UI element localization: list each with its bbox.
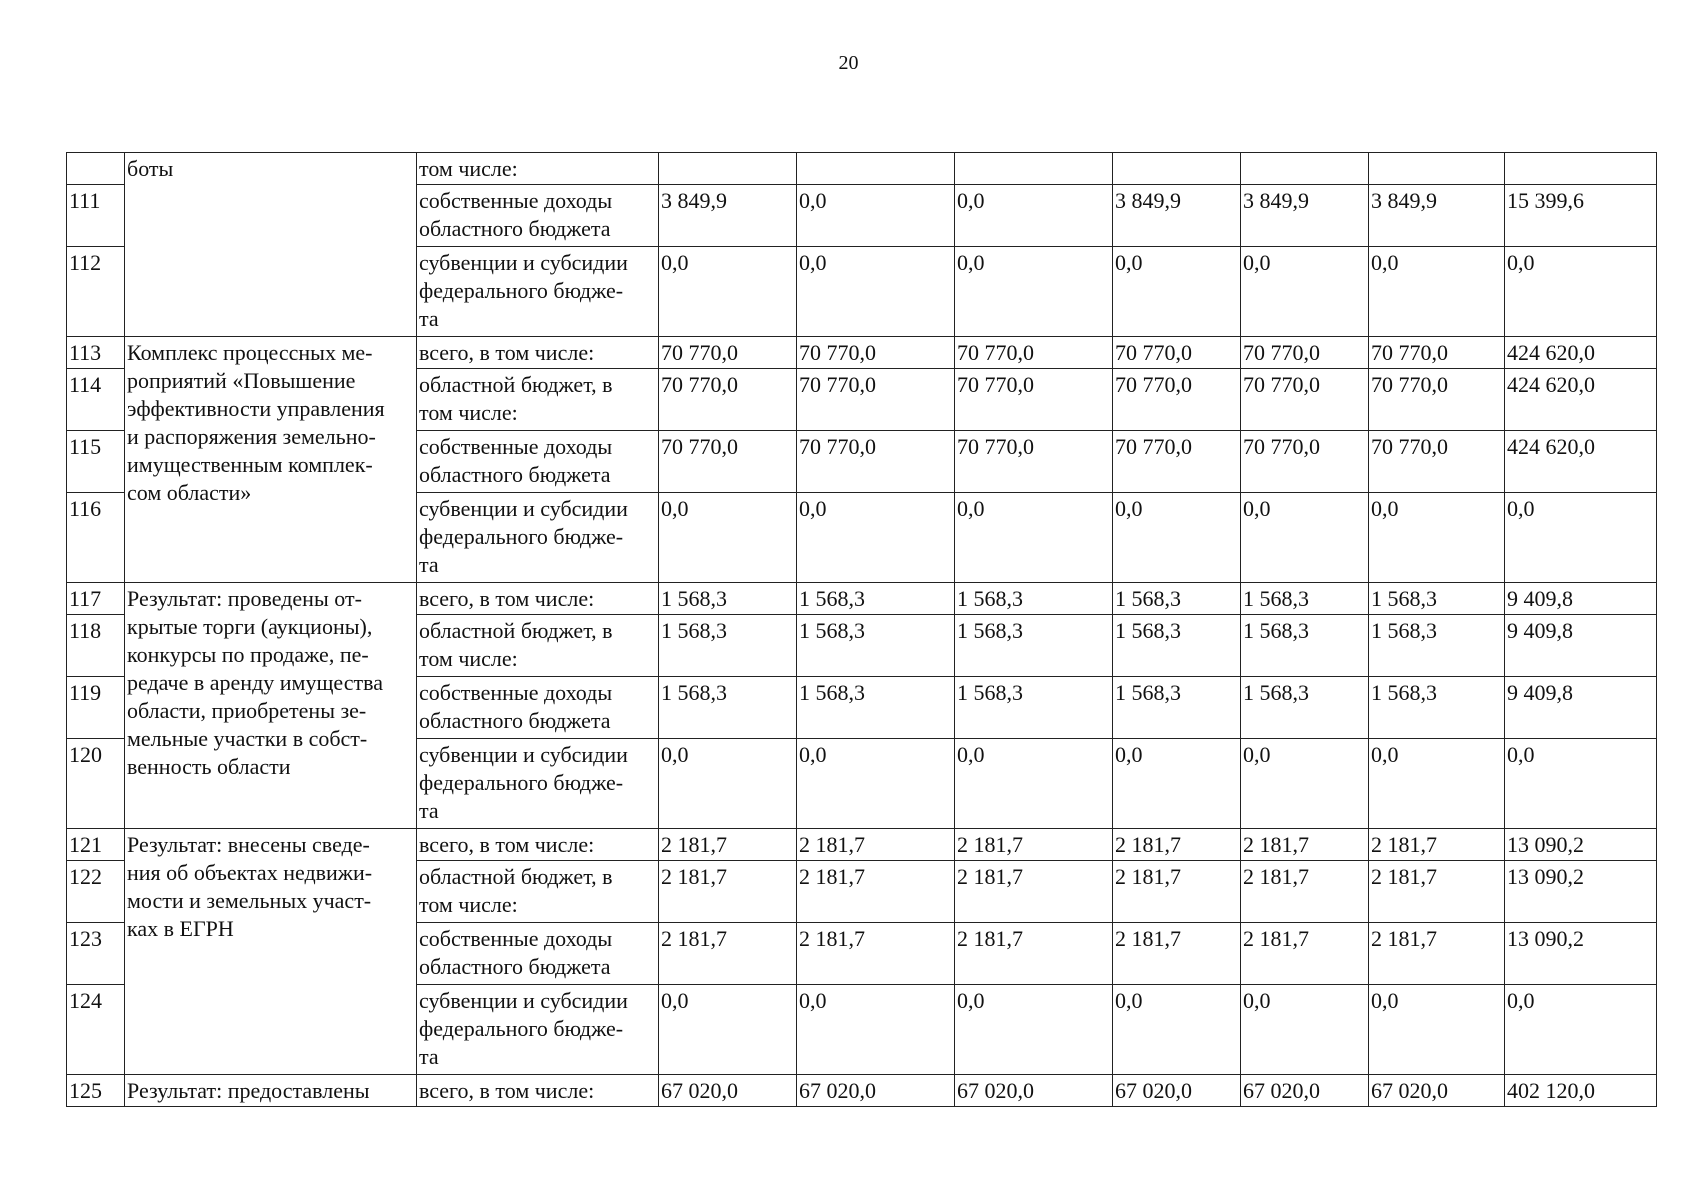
activity-name: Комплекс процессных ме- роприятий «Повышение эффективности управления и распоряжения земельно- имущественным комплек- сом области» [125, 337, 417, 583]
total-value: 0,0 [1505, 247, 1657, 337]
year-value: 2 181,7 [1241, 923, 1369, 985]
year-value: 0,0 [955, 493, 1113, 583]
year-value: 1 568,3 [955, 615, 1113, 677]
total-value: 424 620,0 [1505, 369, 1657, 431]
year-value: 2 181,7 [955, 923, 1113, 985]
funding-source: том числе: [417, 153, 659, 185]
year-value: 2 181,7 [797, 829, 955, 861]
year-value: 1 568,3 [797, 583, 955, 615]
total-value: 9 409,8 [1505, 615, 1657, 677]
year-value: 0,0 [797, 739, 955, 829]
row-number: 121 [67, 829, 125, 861]
year-value: 3 849,9 [1241, 185, 1369, 247]
year-value: 0,0 [1113, 739, 1241, 829]
year-value: 70 770,0 [955, 337, 1113, 369]
funding-source: всего, в том числе: [417, 583, 659, 615]
total-value: 9 409,8 [1505, 677, 1657, 739]
year-value: 0,0 [955, 739, 1113, 829]
row-number: 122 [67, 861, 125, 923]
year-value: 1 568,3 [1113, 677, 1241, 739]
year-value [1241, 153, 1369, 185]
year-value: 70 770,0 [1369, 369, 1505, 431]
year-value: 0,0 [1241, 247, 1369, 337]
funding-source: областной бюджет, в том числе: [417, 615, 659, 677]
total-value: 15 399,6 [1505, 185, 1657, 247]
row-number: 123 [67, 923, 125, 985]
year-value: 0,0 [797, 493, 955, 583]
year-value: 70 770,0 [1113, 369, 1241, 431]
activity-name: Результат: предоставлены [125, 1075, 417, 1107]
year-value: 2 181,7 [797, 861, 955, 923]
year-value: 70 770,0 [1369, 337, 1505, 369]
total-value: 402 120,0 [1505, 1075, 1657, 1107]
funding-source: собственные доходы областного бюджета [417, 677, 659, 739]
year-value: 0,0 [659, 247, 797, 337]
year-value: 0,0 [797, 247, 955, 337]
total-value: 0,0 [1505, 493, 1657, 583]
total-value: 13 090,2 [1505, 829, 1657, 861]
funding-source: областной бюджет, в том числе: [417, 861, 659, 923]
year-value: 70 770,0 [659, 337, 797, 369]
year-value: 3 849,9 [659, 185, 797, 247]
year-value: 2 181,7 [1241, 861, 1369, 923]
row-number: 119 [67, 677, 125, 739]
year-value: 0,0 [955, 985, 1113, 1075]
year-value: 0,0 [1241, 739, 1369, 829]
year-value: 0,0 [1369, 739, 1505, 829]
year-value: 70 770,0 [1113, 431, 1241, 493]
year-value: 0,0 [955, 247, 1113, 337]
year-value: 70 770,0 [955, 369, 1113, 431]
year-value: 67 020,0 [1113, 1075, 1241, 1107]
funding-source: всего, в том числе: [417, 337, 659, 369]
year-value: 1 568,3 [1241, 615, 1369, 677]
total-value: 13 090,2 [1505, 923, 1657, 985]
year-value: 1 568,3 [797, 677, 955, 739]
year-value: 70 770,0 [1241, 337, 1369, 369]
funding-source: субвенции и субсидии федерального бюдже- та [417, 493, 659, 583]
year-value: 70 770,0 [1241, 369, 1369, 431]
year-value: 0,0 [1369, 493, 1505, 583]
funding-source: собственные доходы областного бюджета [417, 923, 659, 985]
year-value: 0,0 [955, 185, 1113, 247]
table-row [67, 829, 1657, 861]
funding-source: субвенции и субсидии федерального бюдже- та [417, 739, 659, 829]
funding-source: собственные доходы областного бюджета [417, 431, 659, 493]
funding-source: всего, в том числе: [417, 829, 659, 861]
year-value [1369, 153, 1505, 185]
year-value: 67 020,0 [659, 1075, 797, 1107]
year-value: 0,0 [1369, 985, 1505, 1075]
year-value: 0,0 [1241, 493, 1369, 583]
year-value: 1 568,3 [1113, 615, 1241, 677]
year-value: 0,0 [1113, 985, 1241, 1075]
row-number: 120 [67, 739, 125, 829]
activity-name: боты [125, 153, 417, 337]
year-value: 2 181,7 [1369, 829, 1505, 861]
year-value: 1 568,3 [1241, 583, 1369, 615]
funding-source: всего, в том числе: [417, 1075, 659, 1107]
year-value: 0,0 [1113, 493, 1241, 583]
row-number: 112 [67, 247, 125, 337]
funding-source: субвенции и субсидии федерального бюдже- та [417, 247, 659, 337]
row-number: 115 [67, 431, 125, 493]
year-value: 0,0 [1369, 247, 1505, 337]
year-value: 1 568,3 [1241, 677, 1369, 739]
year-value: 1 568,3 [1369, 615, 1505, 677]
row-number: 124 [67, 985, 125, 1075]
year-value: 1 568,3 [1369, 677, 1505, 739]
total-value: 0,0 [1505, 739, 1657, 829]
activity-name: Результат: внесены сведе- ния об объектах недвижи- мости и земельных участ- ках в ЕГРН [125, 829, 417, 1075]
year-value: 67 020,0 [797, 1075, 955, 1107]
year-value: 67 020,0 [955, 1075, 1113, 1107]
year-value: 1 568,3 [1369, 583, 1505, 615]
table-row [67, 583, 1657, 615]
year-value: 70 770,0 [1113, 337, 1241, 369]
row-number [67, 153, 125, 185]
year-value: 0,0 [1241, 985, 1369, 1075]
row-number: 125 [67, 1075, 125, 1107]
year-value [797, 153, 955, 185]
row-number: 116 [67, 493, 125, 583]
year-value: 1 568,3 [955, 583, 1113, 615]
row-number: 117 [67, 583, 125, 615]
year-value: 70 770,0 [797, 431, 955, 493]
funding-source: субвенции и субсидии федерального бюдже- та [417, 985, 659, 1075]
total-value: 424 620,0 [1505, 431, 1657, 493]
year-value: 2 181,7 [1113, 861, 1241, 923]
year-value: 1 568,3 [955, 677, 1113, 739]
year-value: 2 181,7 [659, 829, 797, 861]
year-value: 2 181,7 [955, 861, 1113, 923]
year-value: 0,0 [1113, 247, 1241, 337]
year-value: 2 181,7 [1113, 923, 1241, 985]
year-value: 1 568,3 [659, 677, 797, 739]
year-value: 0,0 [797, 185, 955, 247]
year-value [1113, 153, 1241, 185]
year-value: 0,0 [659, 739, 797, 829]
year-value: 70 770,0 [955, 431, 1113, 493]
year-value: 2 181,7 [1369, 923, 1505, 985]
year-value: 70 770,0 [797, 337, 955, 369]
total-value: 13 090,2 [1505, 861, 1657, 923]
year-value: 3 849,9 [1369, 185, 1505, 247]
year-value: 0,0 [659, 985, 797, 1075]
row-number: 114 [67, 369, 125, 431]
table-row [67, 337, 1657, 369]
year-value: 2 181,7 [1369, 861, 1505, 923]
year-value: 67 020,0 [1241, 1075, 1369, 1107]
year-value: 2 181,7 [955, 829, 1113, 861]
year-value [659, 153, 797, 185]
budget-table [66, 152, 1657, 1107]
funding-source: собственные доходы областного бюджета [417, 185, 659, 247]
row-number: 111 [67, 185, 125, 247]
year-value: 2 181,7 [1241, 829, 1369, 861]
year-value: 70 770,0 [659, 431, 797, 493]
row-number: 113 [67, 337, 125, 369]
table-body [67, 153, 1657, 1107]
year-value: 70 770,0 [1241, 431, 1369, 493]
year-value: 2 181,7 [659, 923, 797, 985]
year-value [955, 153, 1113, 185]
year-value: 3 849,9 [1113, 185, 1241, 247]
year-value: 67 020,0 [1369, 1075, 1505, 1107]
table-row [67, 153, 1657, 185]
total-value: 9 409,8 [1505, 583, 1657, 615]
year-value: 1 568,3 [659, 583, 797, 615]
year-value: 1 568,3 [659, 615, 797, 677]
year-value: 70 770,0 [659, 369, 797, 431]
row-number: 118 [67, 615, 125, 677]
table-row [67, 1075, 1657, 1107]
year-value: 70 770,0 [797, 369, 955, 431]
year-value: 70 770,0 [1369, 431, 1505, 493]
year-value: 0,0 [659, 493, 797, 583]
total-value: 424 620,0 [1505, 337, 1657, 369]
total-value [1505, 153, 1657, 185]
year-value: 0,0 [797, 985, 955, 1075]
year-value: 2 181,7 [797, 923, 955, 985]
page-number: 20 [838, 52, 859, 74]
year-value: 2 181,7 [1113, 829, 1241, 861]
total-value: 0,0 [1505, 985, 1657, 1075]
year-value: 1 568,3 [797, 615, 955, 677]
year-value: 2 181,7 [659, 861, 797, 923]
year-value: 1 568,3 [1113, 583, 1241, 615]
activity-name: Результат: проведены от- крытые торги (аукционы), конкурсы по продаже, пе- редаче в аренду имущества области, приобретены зе- мельные участки в собст- венность области [125, 583, 417, 829]
funding-source: областной бюджет, в том числе: [417, 369, 659, 431]
